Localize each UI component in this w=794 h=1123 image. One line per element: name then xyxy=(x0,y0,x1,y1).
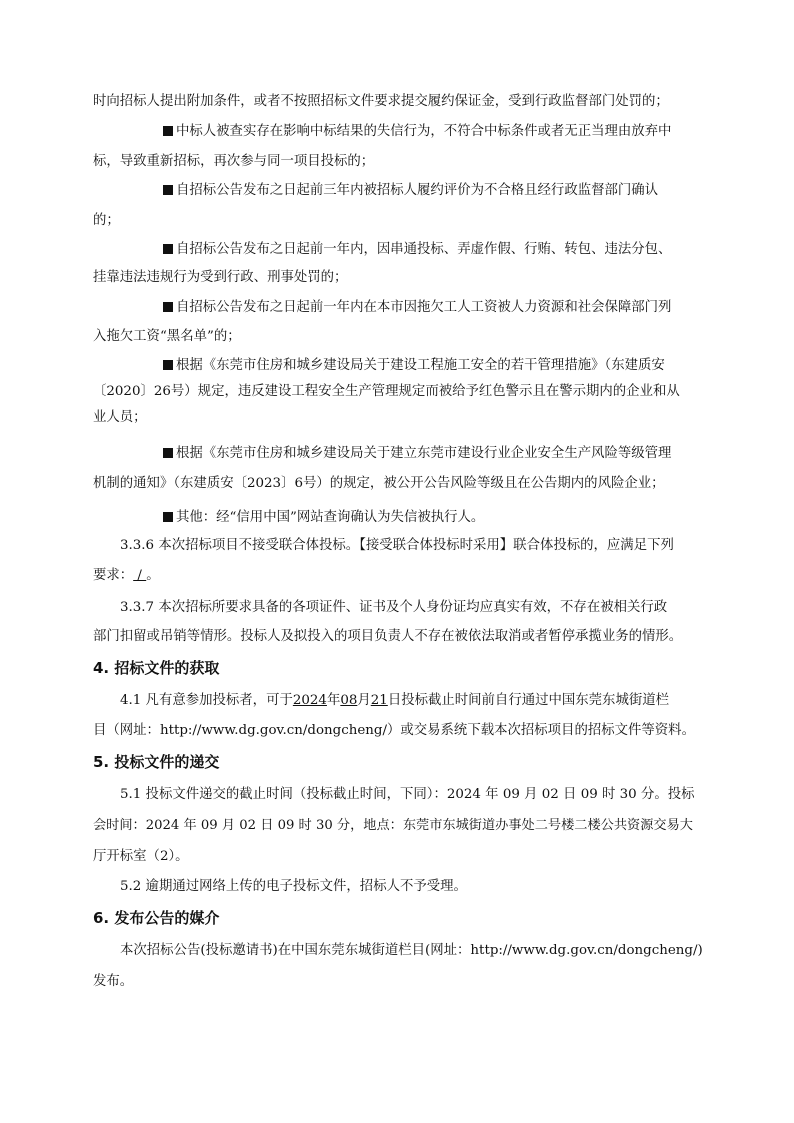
section-5-1-line-3: 厅开标室（2）。 xyxy=(93,849,189,864)
black-square-bullet-icon xyxy=(163,302,173,312)
section-3-3-7-line-1: 3.3.7 本次招标所要求具备的各项证件、证书及个人身份证均应真实有效，不存在被相关行政 xyxy=(120,600,668,615)
item-f-line-1: 根据《东莞市住房和城乡建设局关于建立东莞市建设行业企业安全生产风险等级管理 xyxy=(93,447,768,460)
black-square-bullet-icon xyxy=(163,360,173,370)
item-e-line-3: 业人员； xyxy=(93,410,147,425)
item-d-line-2: 入拖欠工资“黑名单”的； xyxy=(93,329,241,344)
black-square-bullet-icon xyxy=(163,126,173,136)
section-4-1-line-1: 4.1 凡有意参加投标者，可于2024年08月21日投标截止时间前自行通过中国东莞东城街道栏 xyxy=(120,693,670,708)
item-b-line-2: 的； xyxy=(93,213,120,228)
item-e-line-2: 〔2020〕26号）规定，违反建设工程安全生产管理规定而被给予红色警示且在警示期内的企业和从 xyxy=(93,384,680,399)
section-6-line-2: 发布。 xyxy=(93,974,134,989)
section-4-1-line-2: 目（网址：http://www.dg.gov.cn/dongcheng/）或交易系统下载本次招标项目的招标文件等资料。 xyxy=(93,723,695,738)
item-g: 其他：经“信用中国”网站查询确认为失信被执行人。 xyxy=(93,511,768,524)
heading-6: 6. 发布公告的媒介 xyxy=(93,909,220,927)
item-b-line-1: 自招标公告发布之日起前三年内被招标人履约评价为不合格且经行政监督部门确认 xyxy=(93,184,768,197)
item-f-line-2: 机制的通知》（东建质安〔2023〕6号）的规定，被公开公告风险等级且在公告期内的风险企业； xyxy=(93,476,665,491)
section-3-3-6-line-2: 要求： / 。 xyxy=(93,568,160,583)
item-c-line-1: 自招标公告发布之日起前一年内，因串通投标、弄虚作假、行贿、转包、违法分包、 xyxy=(93,243,768,256)
item-e-line-1: 根据《东莞市住房和城乡建设局关于建设工程施工安全的若干管理措施》（东建质安 xyxy=(93,359,768,372)
item-d-line-1: 自招标公告发布之日起前一年内在本市因拖欠工人工资被人力资源和社会保障部门列 xyxy=(93,301,768,314)
item-a-line-1: 中标人被查实存在影响中标结果的失信行为，不符合中标条件或者无正当理由放弃中 xyxy=(93,125,768,138)
black-square-bullet-icon xyxy=(163,185,173,195)
black-square-bullet-icon xyxy=(163,244,173,254)
section-3-3-6-line-1: 3.3.6 本次招标项目不接受联合体投标。【接受联合体投标时采用】联合体投标的，应满足下列 xyxy=(120,538,674,553)
section-3-3-7-line-2: 部门扣留或吊销等情形。投标人及拟投入的项目负责人不存在被依法取消或者暂停承揽业务的情形。 xyxy=(93,629,683,644)
section-5-1-line-1: 5.1 投标文件递交的截止时间（投标截止时间，下同）：2024 年 09 月 02 日 09 时 30 分。投标 xyxy=(120,787,695,802)
item-c-line-2: 挂靠违法违规行为受到行政、刑事处罚的； xyxy=(93,270,348,285)
black-square-bullet-icon xyxy=(163,512,173,522)
black-square-bullet-icon xyxy=(163,448,173,458)
section-5-1-line-2: 会时间：2024 年 09 月 02 日 09 时 30 分，地点：东莞市东城街道办事处二号楼二楼公共资源交易大 xyxy=(93,818,693,833)
section-5-2: 5.2 逾期通过网络上传的电子投标文件，招标人不予受理。 xyxy=(120,879,467,894)
section-6-line-1: 本次招标公告(投标邀请书)在中国东莞东城街道栏目(网址：http://www.dg.gov.cn/dongcheng/) xyxy=(120,943,703,958)
heading-4: 4. 招标文件的获取 xyxy=(93,659,220,677)
paragraph-continuation: 时向招标人提出附加条件，或者不按照招标文件要求提交履约保证金，受到行政监督部门处罚的； xyxy=(93,94,669,109)
item-a-line-2: 标，导致重新招标，再次参与同一项目投标的； xyxy=(93,154,375,169)
heading-5: 5. 投标文件的递交 xyxy=(93,753,220,771)
